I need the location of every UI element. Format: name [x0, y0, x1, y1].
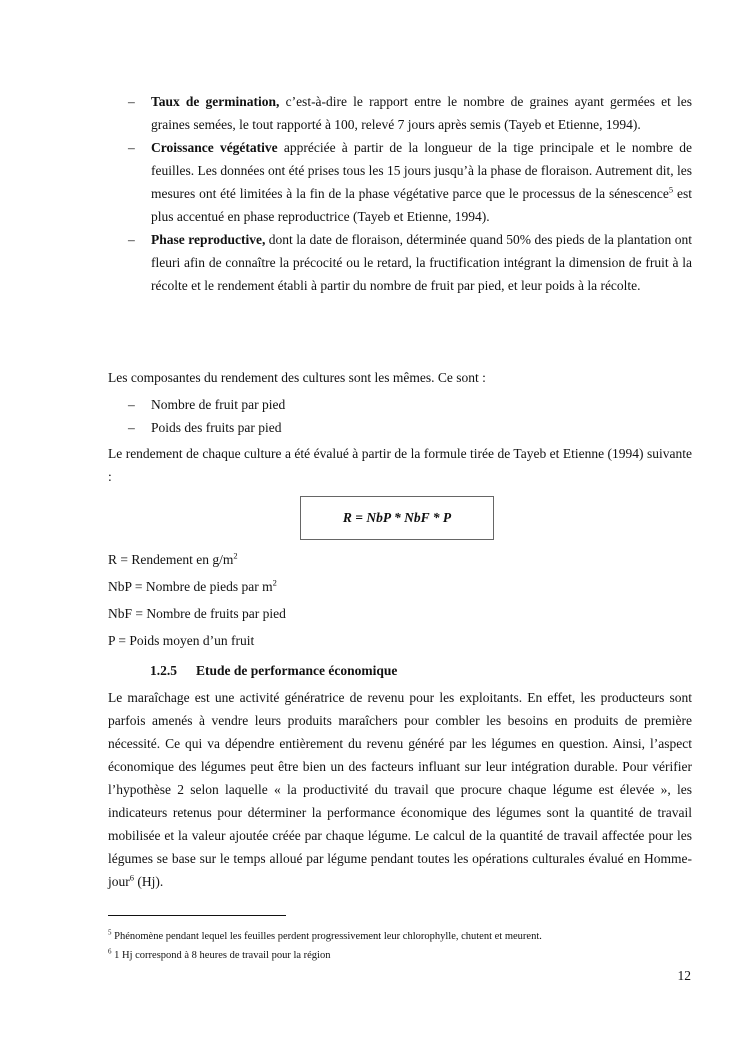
performance-paragraph: Le maraîchage est une activité génératrice de revenu pour les exploitants. En effet, les producteurs sont parfois amenés à vendre leurs produits maraîchers pour combler les besoins en produits de première nécessité. Ce qui va dépendre entièrement du revenu généré par les légumes en question. Ainsi, l’aspect économique des légumes peut être bien un des facteurs influant sur leur intégration durable. Pour vérifier l’hypothèse 2 selon laquelle « la productivité du travail que procure chaque légume est élevée », les indicateurs retenus pour déterminer la performance économique des légumes sont la quantité de travail mobilisée et la valeur ajoutée créée par chaque légume. Le calcul de la quantité de travail affectée pour les légumes se base sur le temps alloué par légume pendant toutes les opérations culturales évalué en Homme-jour$^6$ (Hj).	[108, 690, 692, 889]
definition-nbf: NbF = Nombre de fruits par pied	[108, 606, 286, 621]
list-item	[108, 90, 692, 136]
footnote-ref[interactable]: 5	[668, 184, 674, 195]
footnote-6: $^6$ 1 Hj correspond à 8 heures de travail pour la région	[108, 947, 331, 961]
list-item	[108, 136, 692, 228]
definition-r: R = Rendement en $g/m^2$	[108, 550, 238, 567]
footnote-ref[interactable]: 6	[129, 872, 134, 883]
list-item	[108, 228, 692, 297]
formula: R = NbP * NbF * P	[342, 510, 452, 525]
dash-bullet-icon: –	[128, 94, 135, 109]
item-text: c’est-à-dire le rapport entre le nombre de graines ayant germées et les graines semées, le tout rapporté à 100, relevé 7 jours après semis (Tayeb et Etienne, 1994).	[151, 94, 692, 132]
list-item	[108, 393, 692, 416]
components-intro: Les composantes du rendement des cultures sont les mêmes. Ce sont :	[108, 370, 486, 385]
dash-bullet-icon: –	[128, 420, 135, 435]
dash-bullet-icon: –	[128, 397, 135, 412]
item-text-cont: est plus accentué en phase reproductrice (Tayeb et Etienne, 1994).	[151, 186, 692, 224]
component-text: Poids des fruits par pied	[151, 420, 282, 435]
section-number: 1.2.5	[150, 663, 177, 678]
formula-box	[300, 496, 494, 540]
dash-bullet-icon: –	[128, 232, 135, 247]
section-heading	[150, 660, 397, 682]
term-croissance: Croissance végétative	[151, 140, 278, 155]
list-item	[108, 416, 692, 439]
criteria-list	[108, 90, 692, 297]
page-number: 12	[677, 968, 691, 983]
yield-intro: Le rendement de chaque culture a été évalué à partir de la formule tirée de Tayeb et Etienne (1994) suivante :	[108, 446, 692, 484]
term-germination: Taux de germination,	[151, 94, 280, 109]
definition-nbp: NbP = Nombre de pieds par $m^2$	[108, 577, 277, 594]
component-text: Nombre de fruit par pied	[151, 397, 286, 412]
dash-bullet-icon: –	[128, 140, 135, 155]
term-phase: Phase reproductive,	[151, 232, 266, 247]
footnote-5: $^5$ Phénomène pendant lequel les feuilles perdent progressivement leur chlorophylle, chutent et meurent.	[108, 928, 542, 942]
section-title: Etude de performance économique	[196, 663, 398, 678]
footnote-divider	[108, 915, 286, 916]
definition-p: P = Poids moyen d’un fruit	[108, 633, 255, 648]
components-list	[108, 393, 692, 439]
item-text: appréciée à partir de la longueur de la tige principale et le nombre de feuilles. Les données ont été prises tous les 15 jours jusqu’à la phase de floraison. Autrement dit, les mesures ont été limitées à la fin de la phase végétative parce que le processus de la sénescence	[151, 140, 693, 201]
item-text: dont la date de floraison, déterminée quand 50% des pieds de la plantation ont fleuri afin de connaître la précocité ou le retard, la fructification intégrant la dimension de fruit à la récolte et le rendement établi à partir du nombre de fruit par pied, et leur poids à la récolte.	[151, 232, 692, 293]
